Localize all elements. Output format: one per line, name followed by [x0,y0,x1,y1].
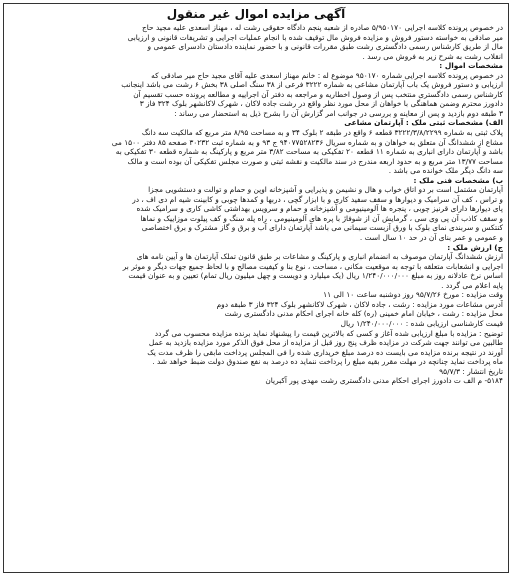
notice-line: مشاع از ششدانگ آن متعلق به خواهان و به شماره سریال ۹۴۰۷۷۵۲۸۲۳۶ ج ۹۳ و به شماره ثبت ۳۰۲۳۲ صفحه ۸۵ دفتر ۱۵۰۰ می [111,137,503,147]
notice-line: پایه اعلام می گردد . [441,280,503,290]
notice-line: آپارتمان مشتمل است بر دو اتاق خواب و هال و نشیمن و پذیرایی و آشپزخانه اوپن و حمام و توالت و دستشویی مجزا [148,185,503,195]
notice-line: و عمومی و عمر بنای آن در حد ۱۰ سال است . [359,233,503,243]
notice-line: آورند در نتیجه برنده مزایده می بایست ده درصد مبلغ خریداری شده را فی المجلس پرداخت مابقی را ظرف مدت یک [147,347,503,357]
notice-line: توضیح : مزایده با مبلغ ارزیابی شده آغاز و کسی که بالاترین قیمت را پیشنهاد نماید برنده مزایده محسوب می گردد [154,328,503,338]
notice-line: و سقف کاذب آن پی وی سی ، گرمایش آن از شوفاژ با پره های آلومینیومی ، راه پله سنگ و کف پیلوت موزاییک و نماها [140,213,503,223]
notice-line: ۵۱۸۴- م الف ت دادورز اجرای احکام مدنی دادگستری رشت مهدی پور آکبریان [265,376,503,386]
notice-line: محل مزایده : رشت ، خیابان امام خمینی (ره) کله خانه اجرای احکام مدنی دادگستری رشت [224,309,503,319]
notice-line: باشد و آپارتمان دارای انباری به شماره ۱۱ قطعه ۲۰ تفکیکی به مساحت ۳/۸۲ متر مربع و پارکینگ به شماره قطعه ۳۰ تفکیکی به [115,147,503,157]
notice-line: پای دیوارها دارای قرنیز چوبی ، پنجره ها آلومینیومی و آشپزخانه و حمام و سرویس بهداشتی کاشی کاری و سرامیک شده [136,204,503,214]
notice-line: مال از طریق کارشناس رسمی دادگستری رشت طبق مقررات قانونی و با حضور نماینده دادستان دادسرای عمومی و [147,42,503,52]
legal-notice [3,3,509,573]
notice-line: اجرایی و انشعابات متعلقه با توجه به موقعیت مکانی ، مساحت ، نوع بنا و کیفیت مصالح و با لحاظ جمیع جهات دیگر و موثر بر [122,261,503,271]
notice-title: آگهی مزایده اموال غیر منقول [166,7,346,21]
section-heading: ب) مشخصات فنی ملک : [413,175,503,185]
notice-line: ارزیابی و دستور فروش یک باب آپارتمان مشاعی به شماره ۳۲۲۲ فرعی از ۳۸ سنگ اصلی ۳۸ بخش ۶ رشت می باشد اینجانب [121,80,503,90]
notice-line: قیمت کارشناسی ارزیابی شده : ۱/۲۴۰/۰۰۰/۰۰۰ ریال [340,318,503,328]
notice-line: اساس نرخ عادلانه روز به مبلغ ۱/۲۴۰/۰۰۰/۰۰۰ ریال (یک میلیارد و دویست و چهل میلیون ریال تمام) تعیین و به عنوان قیمت [128,271,503,281]
notice-line: آدرس مشاعات مورد مزایده : رشت ، جاده لاکان ، شهرک لاکانشهر بلوک ۳۲۴ فاز ۳ طبقه دوم [216,299,503,309]
notice-line: ارزش ششدانگ آپارتمان موصوف به انضمام انباری و پارکینگ و مشاعات بر طبق قانون تملک آپارتمان ها و آیین نامه های [136,252,503,262]
section-heading: مشخصات اموال : [439,61,503,71]
notice-line: و تراس ، کف آن سرامیک و دیوارها و سقف سفید کاری و با ابزار گچی ، دربها و کمدها چوبی و کابینت شیه ام دی اف ، در [132,194,503,204]
notice-line: دادورز محترم وضمن هماهنگی با خواهان از محل مورد نظر واقع در رشت جاده لاکان ، شهرک لاکانشهر بلوک ۳۲۴ فاز ۳ [139,99,503,109]
notice-line: در خصوص پرونده کلاسه اجرایی شماره ۹۵۰۱۷۰ موضوع له : خانم مهناز اسعدی علیه آقای مجید حاج میر صادقی که [151,70,503,80]
notice-line: تاریخ انتشار : ۹۵/۷/۳ [439,366,503,376]
notice-line: کنتکس و سربندی نمای بلوک با ورق آزبست سیمانی می باشد آپارتمان دارای آب و برق و گاز مشترک و برق اختصاصی [141,223,503,233]
notice-line: ۳ طبقه دوم بازدید و پس از معاینه و بررسی در جوانب امر گزارش آن را بشرح ذیل به استحضار می رساند : [174,108,503,118]
notice-line: میر صادقی به خواسته دستور فروش و مزایده فروش مال توقیف شده با انجام عملیات اجرایی و تشریفات قانونی و ارزیابی [127,32,503,42]
section-heading: ج) ارزش ملک : [447,242,503,252]
notice-line: وقت مزایده : مورخ ۹۵/۷/۲۶ روز دوشنبه ساعت ۱۰ الی ۱۱ [323,290,503,300]
notice-line: سه دانگ دیگر ملک خوانده می باشد . [388,166,503,176]
notice-line: طالبین می توانند جهت شرکت در مزایده ظرف پنج روز قبل از مزایده از محل فوق الذکر مورد مزایده بازدید به عمل [148,338,503,348]
notice-line: انقلاب رشت به شرح زیر به فروش می رسد . [362,51,503,61]
notice-line: ماه پرداخت نماید چنانچه در مهلت مقرر بقیه مبلغ را پرداخت ننماید ده درصد به نفع صندوق دولت ضبط خواهد شد . [152,357,503,367]
notice-line: در خصوص پرونده کلاسه اجرایی ۵/۹۵۰۱۷۰ صادره از شعبه پنجم دادگاه حقوقی رشت له ، مهناز اسعدی علیه مجید حاج [142,23,503,32]
notice-line: پلاک ثبتی به شماره ۳۲۲۲/۳/۸/۲۲۹۹ قطعه ۶ واقع در طبقه ۲ بلوک ۳۴ و به مساحت ۸/۹۵ متر مربع که مالکیت سه دانگ [141,128,503,138]
notice-line: مساحت ۱۳/۷۷ متر مربع و به حدود اربعه مندرج در سند مالکیت و نقشه ثبتی و صورت مجلس تفکیکی آن بوده است و مالک [127,156,503,166]
section-heading: الف) مشخصات ثبتی ملک : آپارتمان مشاعی [344,118,503,128]
notice-body [9,23,503,386]
notice-line: کارشناس رسمی دادگستری منتخب پس از وصول اخطاریه و مراجعه به دفتر آن اجراییه و مطالعه پرونده حسب تقسیم آن [133,89,503,99]
